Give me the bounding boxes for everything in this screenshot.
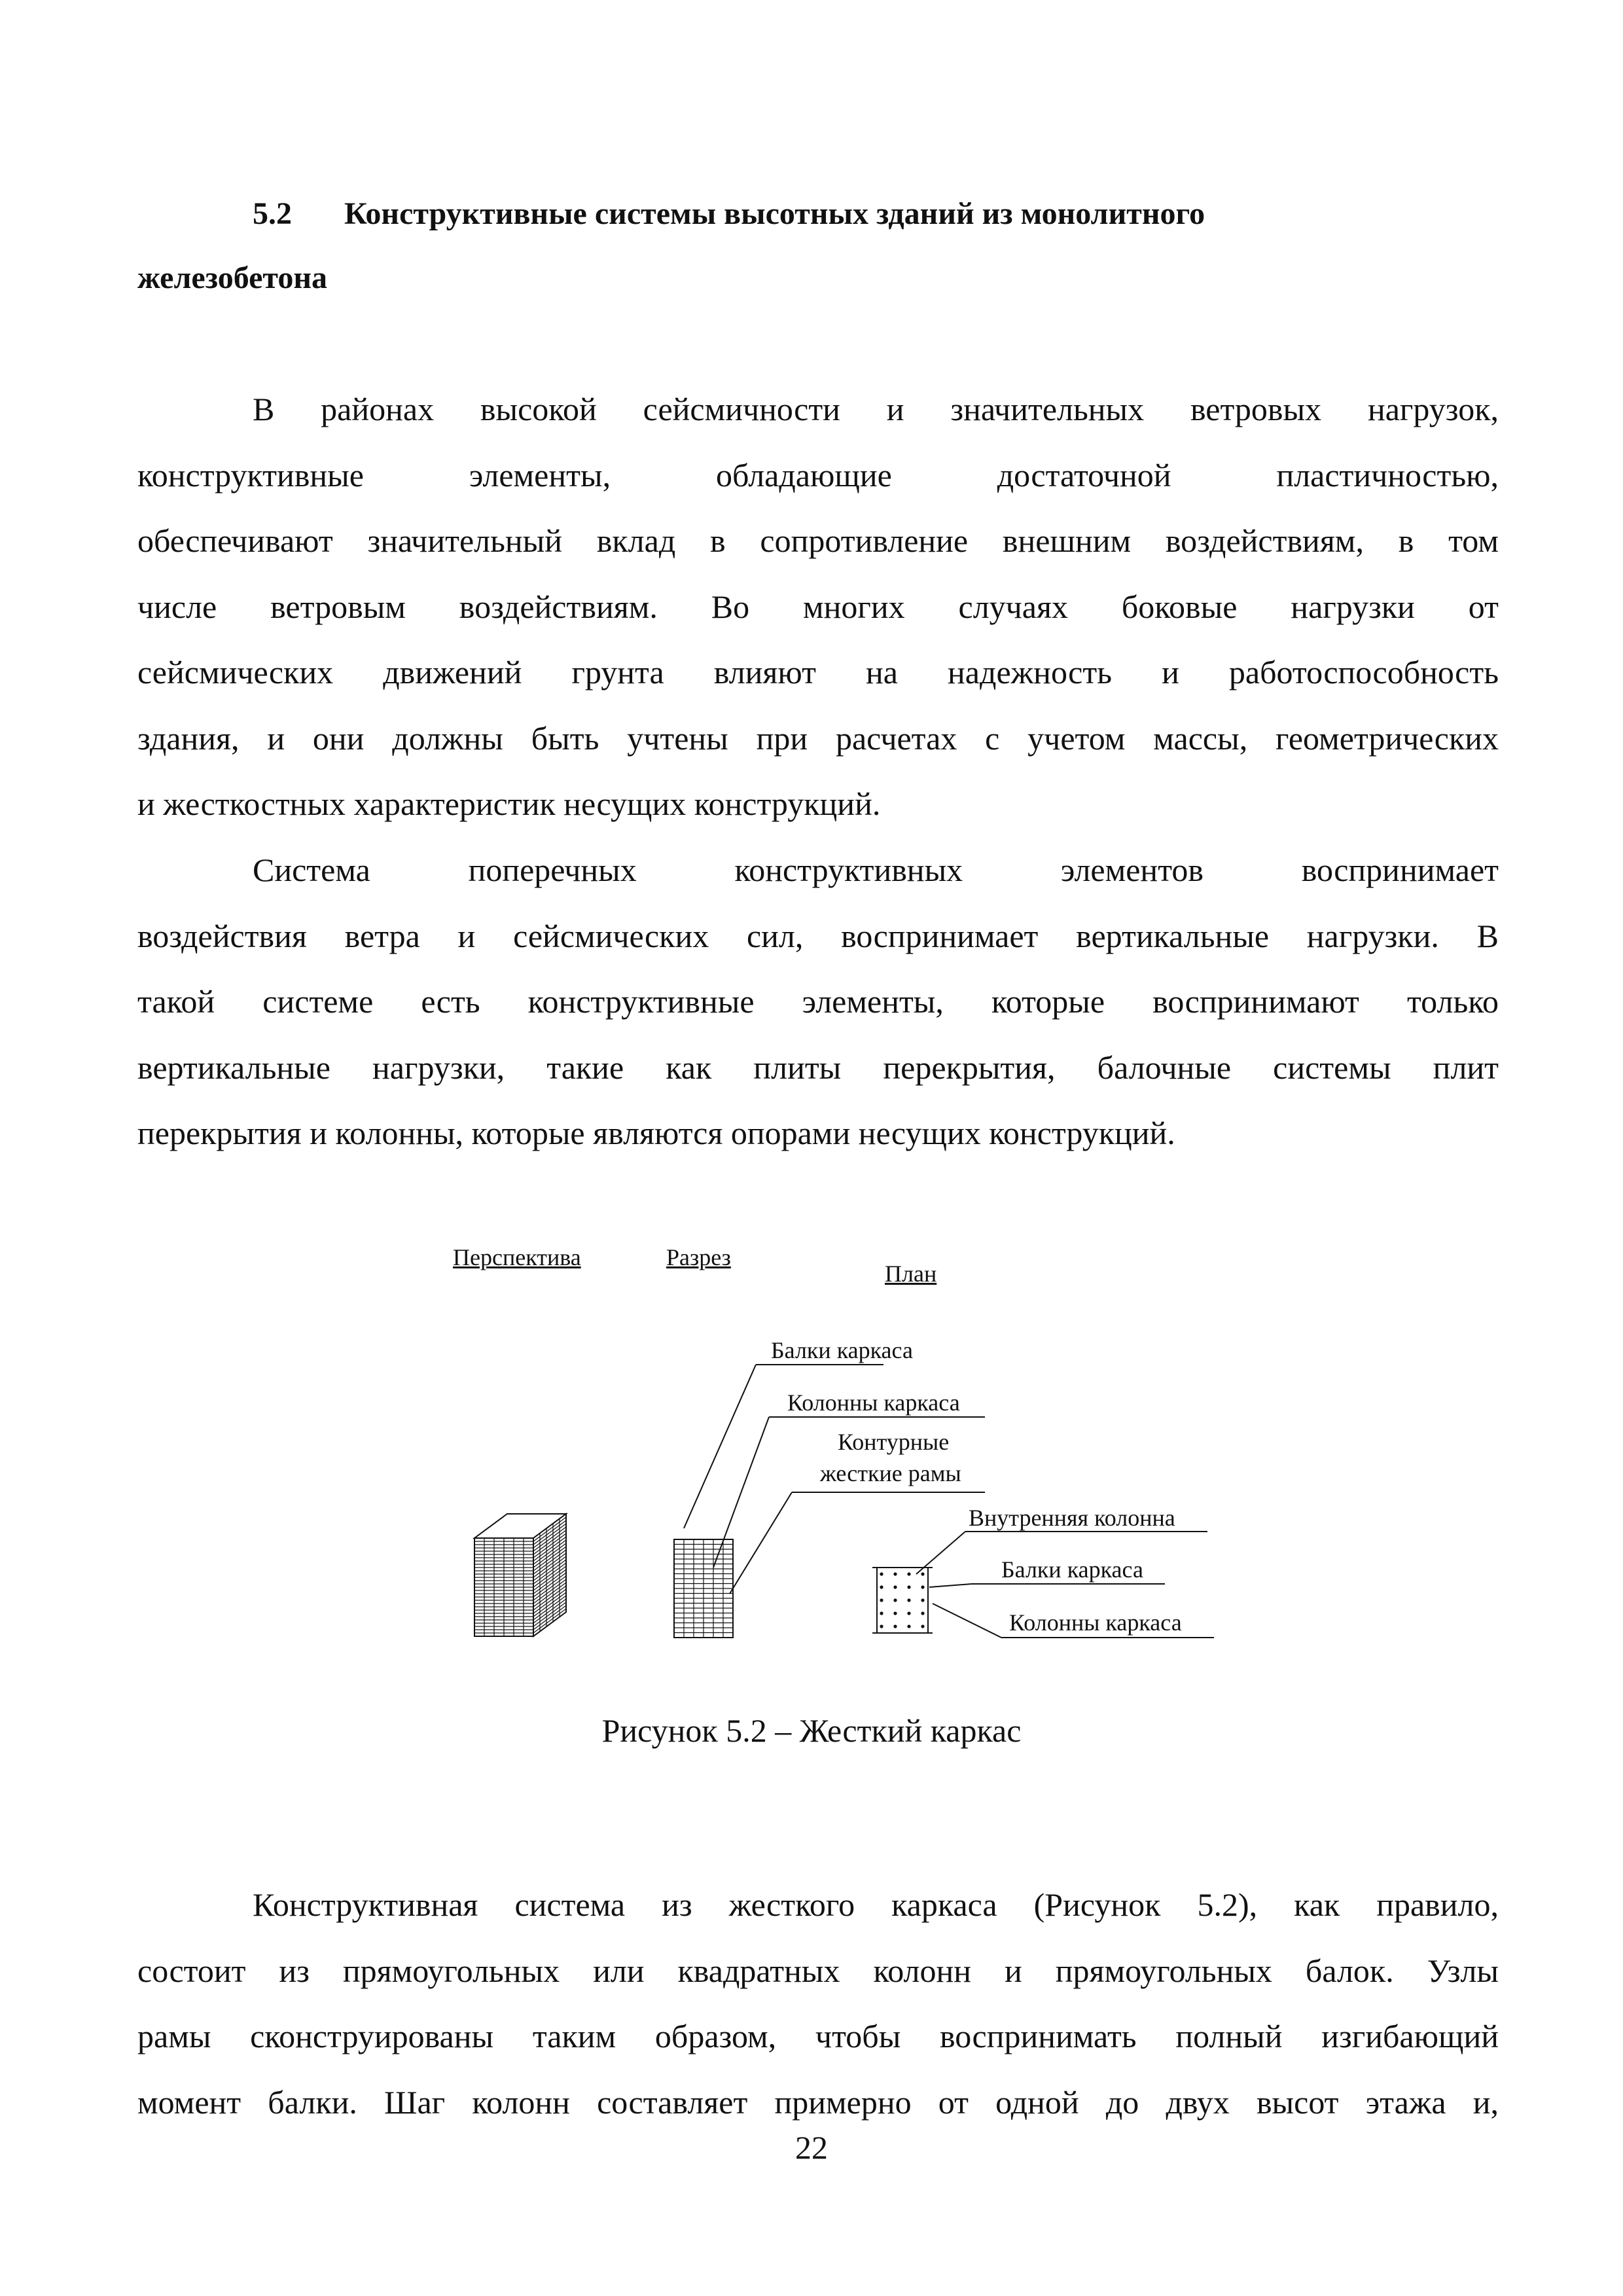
paragraph-line: числе ветровым воздействиям. Во многих случаях боковые нагрузки от — [137, 588, 1499, 625]
figure-caption: Рисунок 5.2 – Жесткий каркас — [601, 1712, 1022, 1749]
label-inner-column: Внутренняя колонна — [969, 1505, 1175, 1531]
label-perspective: Перспектива — [453, 1244, 581, 1270]
figure-drawing — [425, 1244, 1243, 1669]
section-building — [674, 1539, 733, 1638]
plan-drawing — [872, 1568, 933, 1633]
paragraph-line: рамы сконструированы таким образом, чтобы воспринимать полный изгибающий — [137, 2018, 1499, 2054]
paragraph-line: момент балки. Шаг колонн составляет примерно от одной до двух высот этажа и, — [137, 2083, 1499, 2121]
paragraph-2 — [137, 837, 1499, 1166]
label-contour-2: жесткие рамы — [820, 1460, 961, 1486]
section-number: 5.2 — [253, 196, 292, 231]
paragraph-1 — [137, 376, 1499, 837]
paragraph-3 — [137, 1872, 1499, 2135]
paragraph-line: Система поперечных конструктивных элементов воспринимает — [253, 852, 1499, 888]
paragraph-line: перекрытия и колонны, которые являются опорами несущих конструкций. — [137, 1115, 1175, 1151]
paragraph-line: конструктивные элементы, обладающие достаточной пластичностью, — [137, 456, 1499, 493]
section-title-line-2: железобетона — [137, 260, 327, 295]
label-section: Разрез — [666, 1244, 731, 1270]
paragraph-line: состоит из прямоугольных или квадратных колонн и прямоугольных балок. Узлы — [137, 1952, 1499, 1989]
section-title-line-1: Конструктивные системы высотных зданий из монолитного — [344, 196, 1205, 231]
paragraph-line: обеспечивают значительный вклад в сопротивление внешним воздействиям, в том — [137, 522, 1499, 559]
paragraph-line: воздействия ветра и сейсмических сил, воспринимает вертикальные нагрузки. В — [137, 917, 1499, 954]
label-beams-top: Балки каркаса — [771, 1337, 913, 1363]
section-heading — [137, 182, 1499, 310]
paragraph-line: сейсмических движений грунта влияют на надежность и работоспособность — [137, 654, 1499, 691]
paragraph-line: вертикальные нагрузки, такие как плиты перекрытия, балочные системы плит — [137, 1049, 1499, 1086]
label-contour-1: Контурные — [838, 1429, 950, 1455]
paragraph-line: Конструктивная система из жесткого каркаса (Рисунок 5.2), как правило, — [253, 1886, 1499, 1923]
page-number: 22 — [795, 2129, 828, 2166]
label-columns-top: Колонны каркаса — [787, 1390, 960, 1416]
perspective-building — [474, 1514, 566, 1636]
paragraph-line: такой системе есть конструктивные элементы, которые воспринимают только — [137, 983, 1499, 1020]
label-columns-plan: Колонны каркаса — [1009, 1609, 1182, 1636]
label-plan: План — [885, 1261, 937, 1287]
label-beams-plan: Балки каркаса — [1001, 1556, 1143, 1583]
paragraph-line: В районах высокой сейсмичности и значительных ветровых нагрузок, — [253, 391, 1499, 427]
figure-rigid-frame — [425, 1244, 1243, 1669]
paragraph-line: и жесткостных характеристик несущих конструкций. — [137, 785, 881, 822]
paragraph-line: здания, и они должны быть учтены при расчетах с учетом массы, геометрических — [137, 719, 1499, 757]
